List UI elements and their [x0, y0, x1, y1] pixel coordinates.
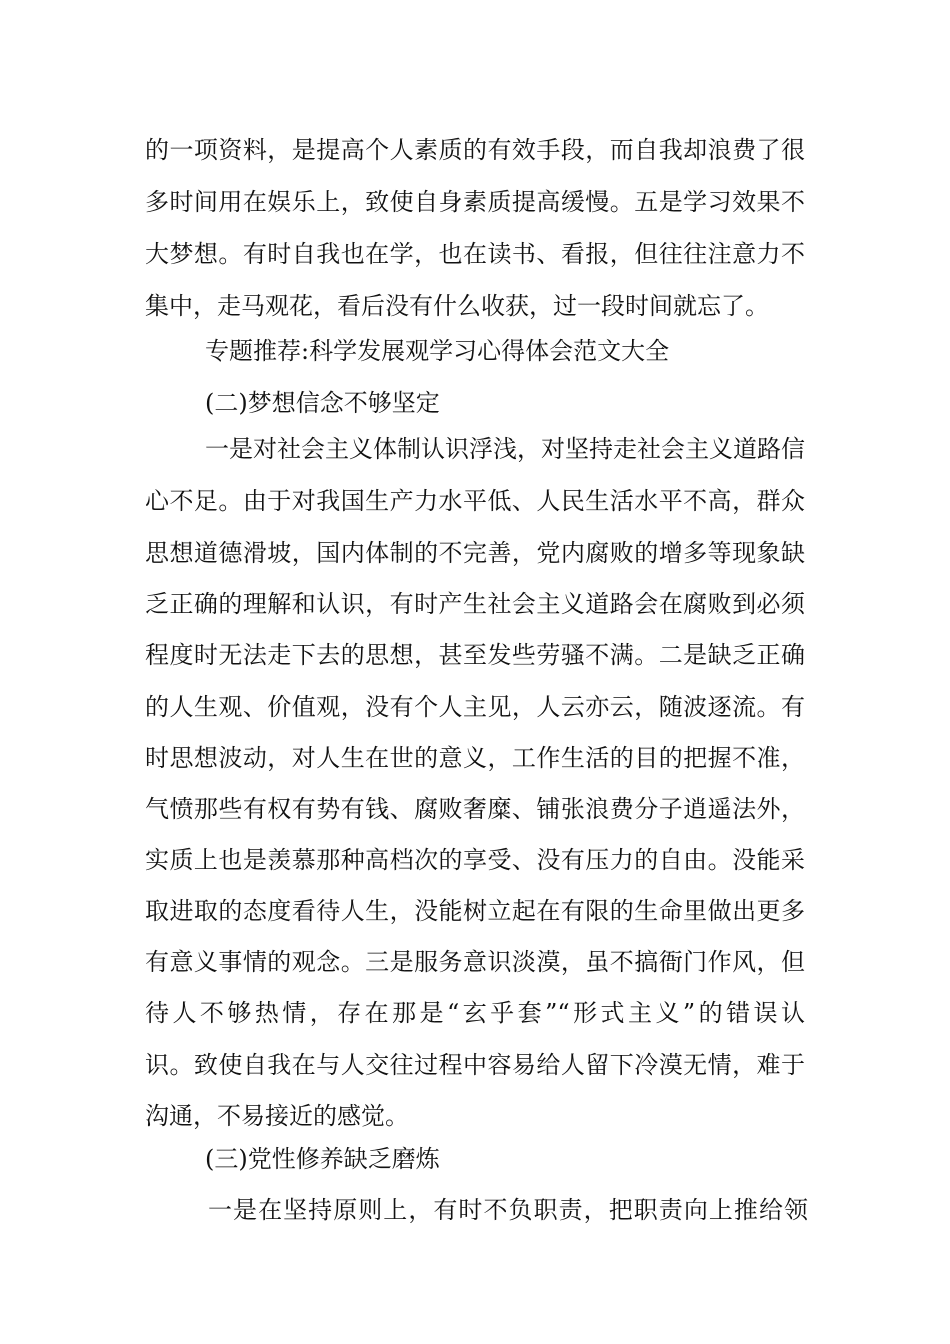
body-text-line: 一是对社会主义体制认识浮浅，对坚持走社会主义道路信 [205, 435, 805, 463]
body-text-line: 多时间用在娱乐上，致使自身素质提高缓慢。五是学习效果不 [145, 188, 805, 216]
body-text-line: 沟通，不易接近的感觉。 [145, 1102, 409, 1130]
topic-recommendation: 专题推荐:科学发展观学习心得体会范文大全 [205, 337, 670, 365]
body-text-line: 大梦想。有时自我也在学，也在读书、看报，但往往注意力不 [145, 240, 805, 268]
body-text-line: 识。致使自我在与人交往过程中容易给人留下冷漠无情，难于 [145, 1051, 805, 1079]
body-text-line: 一是在坚持原则上，有时不负职责，把职责向上推给领 [208, 1196, 808, 1224]
body-text-line: 程度时无法走下去的思想，甚至发些劳骚不满。二是缺乏正确 [145, 641, 805, 669]
body-text-line: 的一项资料，是提高个人素质的有效手段，而自我却浪费了很 [145, 136, 805, 164]
body-text-line: 思想道德滑坡，国内体制的不完善，党内腐败的增多等现象缺 [145, 539, 805, 567]
body-text-line: 集中，走马观花，看后没有什么收获，过一段时间就忘了。 [145, 292, 769, 320]
body-text-line: 实质上也是羡慕那种高档次的享受、没有压力的自由。没能采 [145, 846, 805, 874]
body-text-line: 的人生观、价值观，没有个人主见，人云亦云，随波逐流。有 [145, 693, 805, 721]
body-text-line: 有意义事情的观念。三是服务意识淡漠，虽不搞衙门作风，但 [145, 948, 805, 976]
body-text-line: 心不足。由于对我国生产力水平低、人民生活水平不高，群众 [145, 487, 805, 515]
section-heading: (三)党性修养缺乏磨炼 [205, 1145, 440, 1173]
body-text-line: 时思想波动，对人生在世的意义，工作生活的目的把握不准， [145, 744, 805, 772]
section-heading: (二)梦想信念不够坚定 [205, 389, 440, 417]
body-text-line: 待人不够热情，存在那是“玄乎套”“形式主义”的错误认 [145, 999, 805, 1027]
body-text-line: 乏正确的理解和认识，有时产生社会主义道路会在腐败到必须 [145, 590, 805, 618]
body-text-line: 取进取的态度看待人生，没能树立起在有限的生命里做出更多 [145, 897, 805, 925]
body-text-line: 气愤那些有权有势有钱、腐败奢糜、铺张浪费分子逍遥法外， [145, 795, 805, 823]
